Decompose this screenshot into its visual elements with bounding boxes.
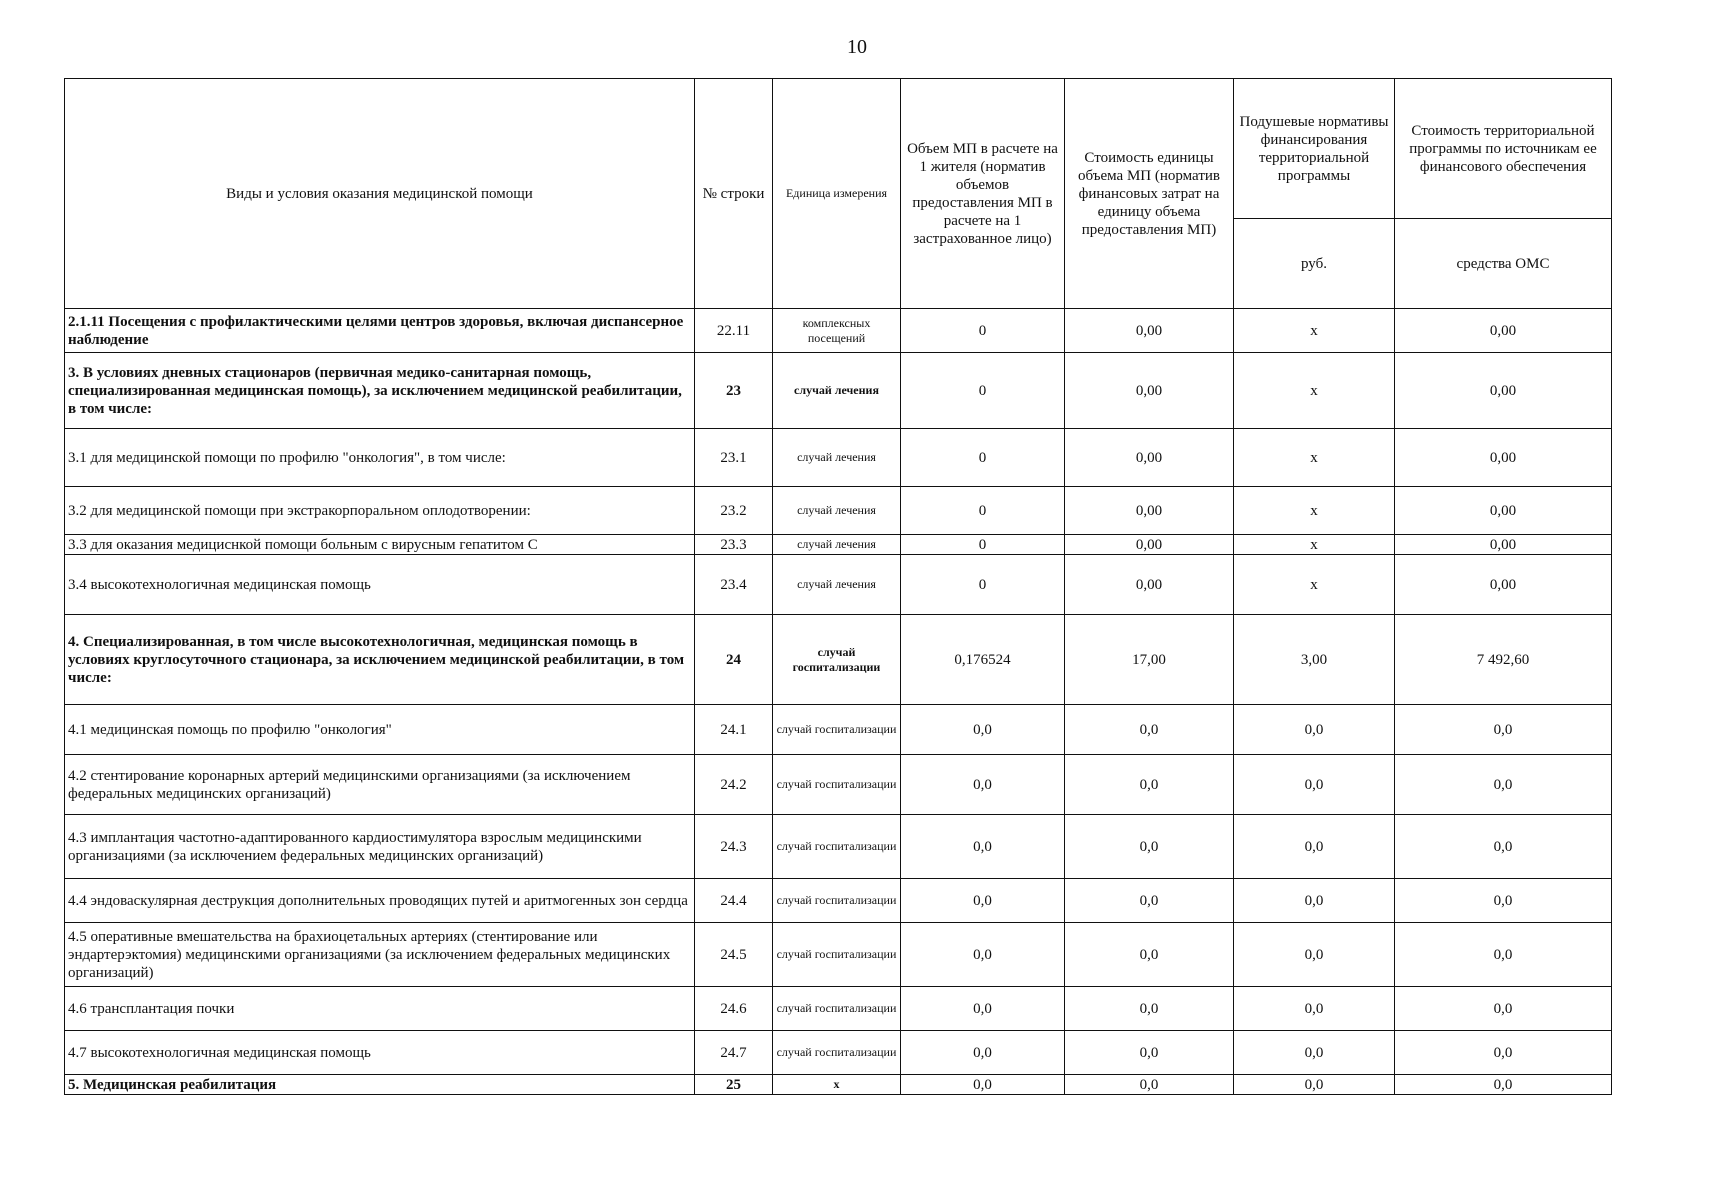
row-number: 24.7 [695, 1031, 773, 1075]
row-volume: 0 [901, 555, 1065, 615]
row-per-capita: 0,0 [1234, 705, 1395, 755]
row-name: 3.1 для медицинской помощи по профилю "онкология", в том числе: [65, 429, 695, 487]
row-unit: случай госпитализации [773, 815, 901, 879]
row-total: 0,0 [1395, 755, 1612, 815]
row-volume: 0 [901, 353, 1065, 429]
row-number: 23.2 [695, 487, 773, 535]
table-row [65, 1075, 1612, 1095]
header-name: Виды и условия оказания медицинской помощи [65, 79, 695, 309]
row-per-capita: x [1234, 429, 1395, 487]
header-per-capita: Подушевые нормативы финансирования территориальной программы [1234, 79, 1395, 219]
header-row-number: № строки [695, 79, 773, 309]
row-name: 4.6 трансплантация почки [65, 987, 695, 1031]
row-volume: 0,0 [901, 987, 1065, 1031]
row-total: 0,00 [1395, 555, 1612, 615]
row-per-capita: x [1234, 555, 1395, 615]
row-cost: 0,0 [1065, 987, 1234, 1031]
row-cost: 0,0 [1065, 1075, 1234, 1095]
row-total: 0,0 [1395, 879, 1612, 923]
row-unit: случай госпитализации [773, 615, 901, 705]
row-volume: 0,0 [901, 705, 1065, 755]
row-name: 4.4 эндоваскулярная деструкция дополнительных проводящих путей и аритмогенных зон сердца [65, 879, 695, 923]
row-total: 0,0 [1395, 1031, 1612, 1075]
row-total: 0,00 [1395, 487, 1612, 535]
row-total: 0,0 [1395, 815, 1612, 879]
row-volume: 0,0 [901, 1075, 1065, 1095]
subheader-rub: руб. [1234, 219, 1395, 309]
row-volume: 0,0 [901, 815, 1065, 879]
table-row [65, 429, 1612, 487]
row-unit: случай госпитализации [773, 879, 901, 923]
header-program-cost: Стоимость территориальной программы по источникам ее финансового обеспечения [1395, 79, 1612, 219]
row-number: 24 [695, 615, 773, 705]
row-volume: 0,0 [901, 879, 1065, 923]
row-per-capita: 3,00 [1234, 615, 1395, 705]
row-cost: 0,0 [1065, 1031, 1234, 1075]
row-unit: случай лечения [773, 353, 901, 429]
row-cost: 0,0 [1065, 755, 1234, 815]
row-total: 0,0 [1395, 1075, 1612, 1095]
table-row [65, 1031, 1612, 1075]
row-per-capita: 0,0 [1234, 923, 1395, 987]
row-unit: случай лечения [773, 535, 901, 555]
row-number: 24.2 [695, 755, 773, 815]
row-cost: 0,00 [1065, 353, 1234, 429]
row-unit: случай лечения [773, 555, 901, 615]
row-unit: комплексных посещений [773, 309, 901, 353]
row-name: 4.2 стентирование коронарных артерий медицинскими организациями (за исключением федеральных медицинских организаций) [65, 755, 695, 815]
row-volume: 0,0 [901, 755, 1065, 815]
table-row [65, 535, 1612, 555]
row-per-capita: 0,0 [1234, 879, 1395, 923]
row-unit: x [773, 1075, 901, 1095]
row-unit: случай лечения [773, 487, 901, 535]
row-total: 0,00 [1395, 429, 1612, 487]
subheader-oms: средства ОМС [1395, 219, 1612, 309]
page-number: 10 [847, 36, 867, 58]
table-row [65, 755, 1612, 815]
table-row [65, 987, 1612, 1031]
row-unit: случай госпитализации [773, 1031, 901, 1075]
row-cost: 0,0 [1065, 879, 1234, 923]
table-row [65, 923, 1612, 987]
row-unit: случай лечения [773, 429, 901, 487]
row-cost: 0,00 [1065, 555, 1234, 615]
row-number: 22.11 [695, 309, 773, 353]
row-cost: 0,00 [1065, 487, 1234, 535]
row-per-capita: x [1234, 535, 1395, 555]
row-per-capita: x [1234, 309, 1395, 353]
table-row [65, 353, 1612, 429]
row-total: 0,0 [1395, 705, 1612, 755]
header-unit-cost: Стоимость единицы объема МП (норматив финансовых затрат на единицу объема предоставления МП) [1065, 79, 1234, 309]
row-unit: случай госпитализации [773, 923, 901, 987]
row-per-capita: 0,0 [1234, 1075, 1395, 1095]
row-volume: 0 [901, 429, 1065, 487]
row-number: 24.5 [695, 923, 773, 987]
row-cost: 0,00 [1065, 535, 1234, 555]
row-unit: случай госпитализации [773, 755, 901, 815]
row-total: 0,00 [1395, 309, 1612, 353]
row-number: 23.1 [695, 429, 773, 487]
row-total: 7 492,60 [1395, 615, 1612, 705]
row-number: 25 [695, 1075, 773, 1095]
table-row [65, 555, 1612, 615]
table-row [65, 487, 1612, 535]
row-number: 24.4 [695, 879, 773, 923]
row-number: 23 [695, 353, 773, 429]
row-name: 2.1.11 Посещения с профилактическими целями центров здоровья, включая диспансерное наблюдение [65, 309, 695, 353]
financing-table [64, 78, 1612, 1095]
table-row [65, 705, 1612, 755]
row-name: 4.5 оперативные вмешательства на брахиоцетальных артериях (стентирование или эндартерэктомия) медицинскими организациями (за исключением федеральных медицинских организаций) [65, 923, 695, 987]
row-name: 5. Медицинская реабилитация [65, 1075, 695, 1095]
row-total: 0,00 [1395, 535, 1612, 555]
row-number: 24.1 [695, 705, 773, 755]
row-cost: 0,0 [1065, 705, 1234, 755]
table-row [65, 615, 1612, 705]
row-volume: 0,176524 [901, 615, 1065, 705]
table-row [65, 879, 1612, 923]
row-per-capita: 0,0 [1234, 987, 1395, 1031]
table-row [65, 309, 1612, 353]
row-number: 24.3 [695, 815, 773, 879]
row-name: 4.3 имплантация частотно-адаптированного кардиостимулятора взрослым медицинскими организациями (за исключением федеральных медицинских организаций) [65, 815, 695, 879]
row-name: 3.4 высокотехнологичная медицинская помощь [65, 555, 695, 615]
row-number: 24.6 [695, 987, 773, 1031]
row-cost: 0,00 [1065, 429, 1234, 487]
row-volume: 0 [901, 309, 1065, 353]
row-cost: 0,0 [1065, 923, 1234, 987]
row-per-capita: x [1234, 487, 1395, 535]
row-per-capita: 0,0 [1234, 1031, 1395, 1075]
row-unit: случай госпитализации [773, 987, 901, 1031]
row-name: 3.2 для медицинской помощи при экстракорпоральном оплодотворении: [65, 487, 695, 535]
row-name: 4. Специализированная, в том числе высокотехнологичная, медицинская помощь в условиях круглосуточного стационара, за исключением медицинской реабилитации, в том числе: [65, 615, 695, 705]
row-name: 3.3 для оказания медициснкой помощи больным с вирусным гепатитом С [65, 535, 695, 555]
row-per-capita: x [1234, 353, 1395, 429]
row-volume: 0 [901, 535, 1065, 555]
row-total: 0,00 [1395, 353, 1612, 429]
header-volume: Объем МП в расчете на 1 жителя (норматив объемов предоставления МП в расчете на 1 застрахованное лицо) [901, 79, 1065, 309]
row-name: 4.7 высокотехнологичная медицинская помощь [65, 1031, 695, 1075]
row-volume: 0,0 [901, 923, 1065, 987]
row-per-capita: 0,0 [1234, 815, 1395, 879]
row-unit: случай госпитализации [773, 705, 901, 755]
row-total: 0,0 [1395, 923, 1612, 987]
row-volume: 0 [901, 487, 1065, 535]
table-row [65, 815, 1612, 879]
row-number: 23.4 [695, 555, 773, 615]
row-volume: 0,0 [901, 1031, 1065, 1075]
row-cost: 0,00 [1065, 309, 1234, 353]
header-unit: Единица измерения [773, 79, 901, 309]
row-number: 23.3 [695, 535, 773, 555]
row-name: 4.1 медицинская помощь по профилю "онкология" [65, 705, 695, 755]
row-total: 0,0 [1395, 987, 1612, 1031]
row-name: 3. В условиях дневных стационаров (первичная медико-санитарная помощь, специализированная медицинская помощь), за исключением медицинской реабилитации, в том числе: [65, 353, 695, 429]
row-per-capita: 0,0 [1234, 755, 1395, 815]
row-cost: 17,00 [1065, 615, 1234, 705]
row-cost: 0,0 [1065, 815, 1234, 879]
